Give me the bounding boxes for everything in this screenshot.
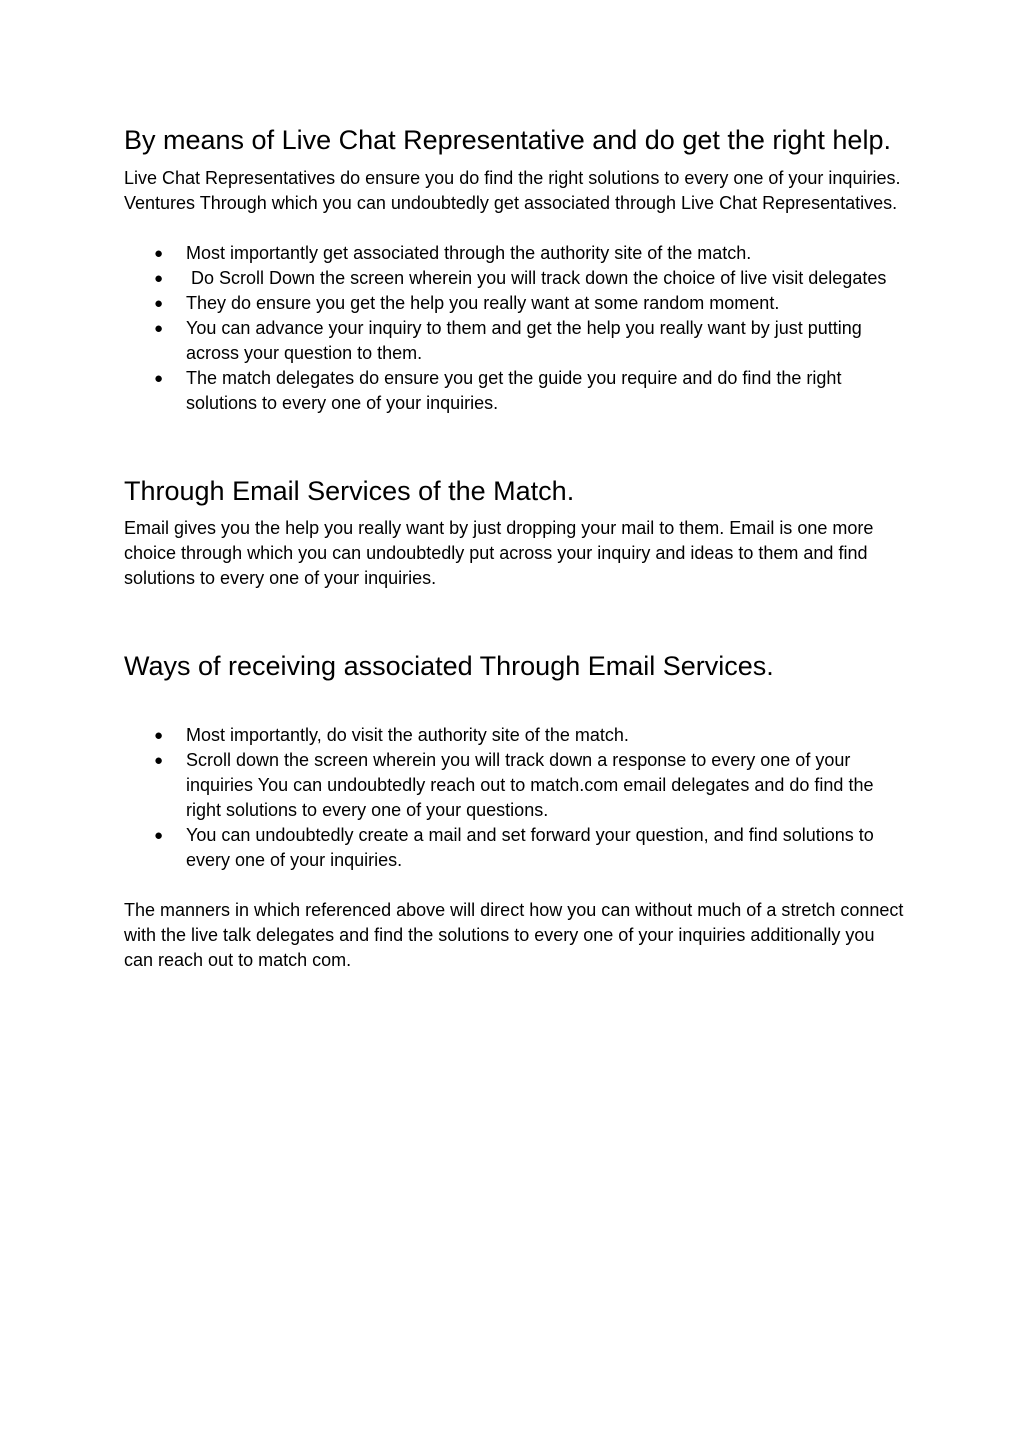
bullet-icon: ● [154, 370, 164, 387]
closing-paragraph: The manners in which referenced above will direct how you can without much of a stretch connect with the live talk delegates and find the solutions to every one of your inquiries additionally you can reach out to match com. [124, 900, 904, 970]
document-page [124, 120, 904, 973]
list-item-text: Scroll down the screen wherein you will track down a response to every one of your inquiries You can undoubtedly reach out to match.com email delegates and do find the right solutions to every one of your questions. [186, 750, 874, 820]
bullet-icon: ● [154, 295, 164, 312]
list-item [124, 748, 904, 823]
section-heading-email-services: Through Email Services of the Match. [124, 476, 575, 506]
list-item-text: Do Scroll Down the screen wherein you will track down the choice of live visit delegates [186, 268, 887, 288]
list-item [124, 241, 904, 266]
list-item-text: Most importantly get associated through the authority site of the match. [186, 243, 752, 263]
list-item [124, 366, 904, 416]
bullet-icon: ● [154, 320, 164, 337]
list-item [124, 291, 904, 316]
bullet-icon: ● [154, 245, 164, 262]
list-item [124, 266, 904, 291]
bullet-list-email-ways [124, 723, 904, 873]
list-item-text: You can undoubtedly create a mail and set forward your question, and find solutions to every one of your inquiries. [186, 825, 874, 870]
bullet-icon: ● [154, 727, 164, 744]
bullet-icon: ● [154, 270, 164, 287]
bullet-list-live-chat [124, 241, 904, 416]
section-paragraph-live-chat: Live Chat Representatives do ensure you do find the right solutions to every one of your inquiries. Ventures Through which you can undoubtedly get associated through Live Chat Representatives. [124, 168, 901, 213]
list-item [124, 316, 904, 366]
bullet-icon: ● [154, 752, 164, 769]
list-item-text: Most importantly, do visit the authority site of the match. [186, 725, 629, 745]
list-item-text: They do ensure you get the help you really want at some random moment. [186, 293, 780, 313]
list-item-text: You can advance your inquiry to them and get the help you really want by just putting across your question to them. [186, 318, 862, 363]
bullet-icon: ● [154, 827, 164, 844]
list-item [124, 823, 904, 873]
list-item [124, 723, 904, 748]
list-item-text: The match delegates do ensure you get the guide you require and do find the right solutions to every one of your inquiries. [186, 368, 842, 413]
section-heading-live-chat: By means of Live Chat Representative and do get the right help. [124, 125, 891, 155]
section-paragraph-email-services: Email gives you the help you really want by just dropping your mail to them. Email is one more choice through which you can undoubtedly put across your inquiry and ideas to them and find solutions to every one of your inquiries. [124, 518, 874, 588]
section-heading-email-ways: Ways of receiving associated Through Email Services. [124, 651, 774, 681]
